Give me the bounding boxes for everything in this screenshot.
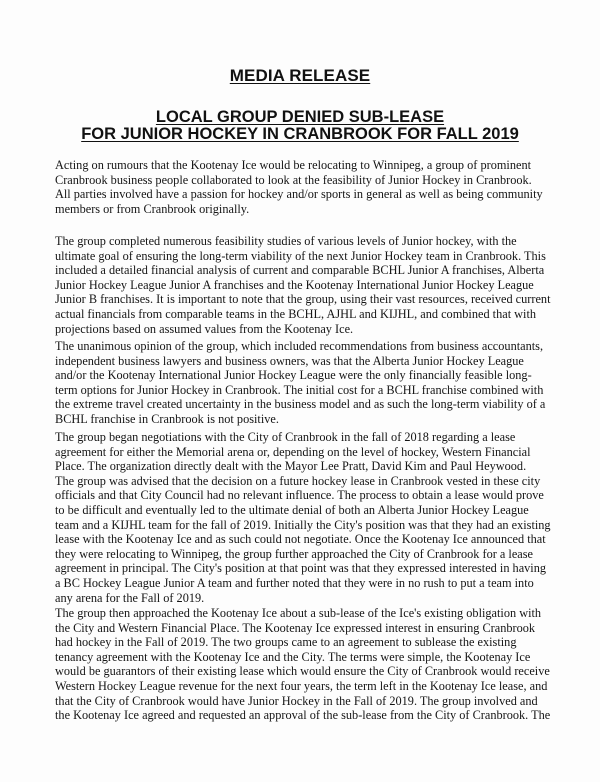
text-line: ultimate goal of ensuring the long-term viability of the next Junior Hockey team in Cranbrook. This [55, 248, 546, 263]
text-line: the Kootenay Ice agreed and requested an approval of the sub-lease from the City of Cranbrook. The [55, 708, 551, 723]
text-line: they were relocating to Winnipeg, the group further approached the City of Cranbrook for a lease [55, 546, 534, 561]
text-line: Place. The organization directly dealt with the Mayor Lee Pratt, David Kim and Paul Heywood. [55, 459, 527, 474]
text-line: team and a KIJHL team for the fall of 2019. Initially the City's position was that they had an existing [55, 517, 551, 532]
text-line: Junior Hockey League Junior A franchises and the Kootenay International Junior Hockey League [55, 277, 534, 292]
headline-line-2: FOR JUNIOR HOCKEY IN CRANBROOK FOR FALL 2019 [81, 125, 519, 143]
text-line: would be guarantors of their existing lease which would ensure the City of Cranbrook would receive [55, 664, 550, 679]
paragraph-2 [55, 234, 560, 336]
text-line: BCHL franchise in Cranbrook is not positive. [55, 411, 279, 426]
paragraph-5 [55, 606, 560, 723]
text-line: that the City of Cranbrook would have Junior Hockey in the Fall of 2019. The group involved and [55, 693, 538, 708]
text-line: the City and Western Financial Place. The Kootenay Ice expressed interest in ensuring Cranbrook [55, 620, 536, 635]
text-line: any arena for the Fall of 2019. [55, 590, 205, 605]
text-line: The group was advised that the decision on a future hockey lease in Cranbrook vested in these city [55, 473, 541, 488]
text-line: actual financials from comparable teams in the BCHL, AJHL and KIJHL, and combined that with [55, 306, 537, 321]
text-line: term options for Junior Hockey in Cranbrook. The initial cost for a BCHL franchise combined with [55, 382, 544, 397]
text-line: tenancy agreement with the Kootenay Ice and the City. The terms were simple, the Kootenay Ice [55, 649, 531, 664]
text-line: a BC Hockey League Junior A team and further noted that they were in no rush to put a team into [55, 575, 534, 590]
text-line: Acting on rumours that the Kootenay Ice would be relocating to Winnipeg, a group of prominent [55, 158, 532, 172]
text-line: lease with the Kootenay Ice and as such could not negotiate. Once the Kootenay Ice announced that [55, 532, 546, 547]
text-line: the extreme travel created uncertainty in the business model and as such the long-term viability of a [55, 397, 546, 412]
text-line: included a detailed financial analysis of current and comparable BCHL Junior A franchises, Alberta [55, 263, 545, 278]
text-line: Cranbrook business people collaborated to look at the feasibility of Junior Hockey in Cranbrook. [55, 172, 532, 187]
text-line: All parties involved have a passion for hockey and/or sports in general as well as being community [55, 187, 543, 202]
text-line: The group then approached the Kootenay Ice about a sub-lease of the Ice's existing obligation with [55, 606, 542, 620]
text-line: agreement for either the Memorial arena or, depending on the level of hockey, Western Financial [55, 444, 531, 459]
text-line: independent business lawyers and business owners, was that the Alberta Junior Hockey League [55, 353, 524, 368]
text-line: had hockey in the Fall of 2019. The two groups came to an agreement to sublease the existing [55, 635, 517, 650]
text-line: Western Hockey League revenue for the next four years, the term left in the Kootenay Ice lease, and [55, 678, 548, 693]
text-line: and/or the Kootenay International Junior Hockey League were the only financially feasible long- [55, 368, 532, 383]
text-line: The group completed numerous feasibility studies of various levels of Junior hockey, with the [55, 234, 517, 248]
text-line: The group began negotiations with the City of Cranbrook in the fall of 2018 regarding a lease [55, 430, 516, 444]
text-line: to be difficult and eventually led to the ultimate denial of both an Alberta Junior Hockey League [55, 502, 529, 517]
text-line: projections based on assumed values from the Kootenay Ice. [55, 321, 354, 336]
text-line: members or from Cranbrook originally. [55, 201, 250, 216]
text-line: agreement in principal. The City's position at that point was that they expressed interested in having [55, 561, 547, 576]
paragraph-4 [55, 430, 560, 605]
text-line: officials and that City Council had no relevant influence. The process to obtain a lease would prove [55, 488, 544, 503]
paragraph-3 [55, 339, 560, 427]
paragraph-1 [55, 158, 560, 216]
text-line: Junior B franchises. It is important to note that the group, using their vast resources, received current [55, 292, 551, 307]
headline-line-1: LOCAL GROUP DENIED SUB-LEASE [155, 108, 445, 126]
text-line: The unanimous opinion of the group, which included recommendations from business accountants, [55, 339, 544, 353]
release-label: MEDIA RELEASE [229, 66, 371, 85]
